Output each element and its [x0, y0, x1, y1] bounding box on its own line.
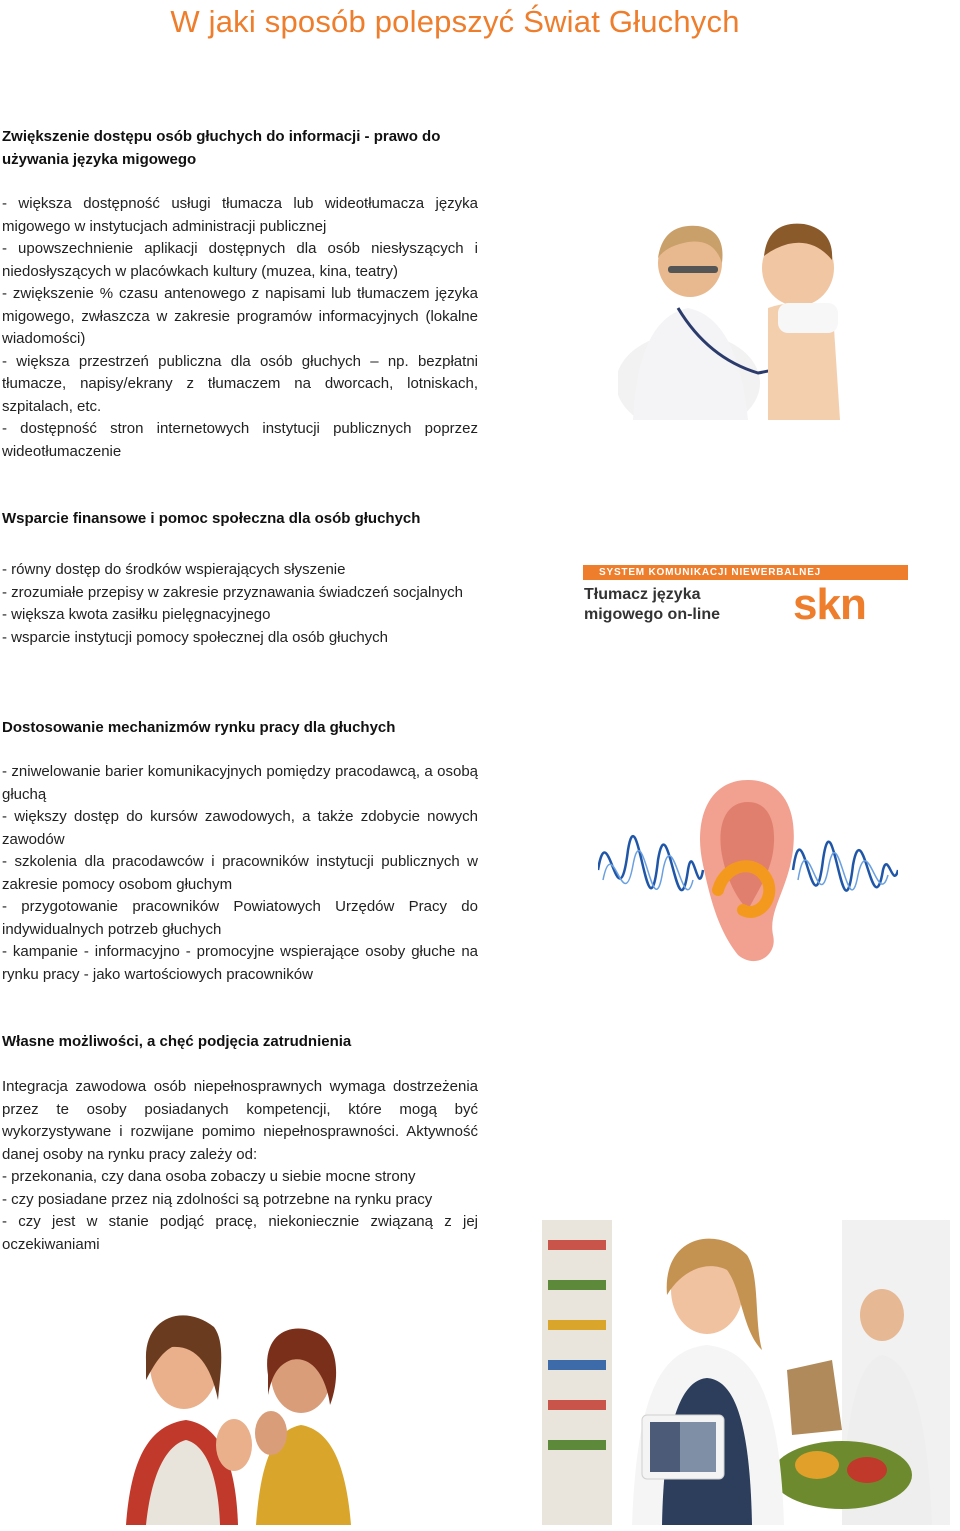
shop-assistant-tablet-photo: [542, 1220, 950, 1525]
list-item: - zniwelowanie barier komunikacyjnych pomiędzy pracodawcą, a osobą głuchą: [2, 763, 478, 803]
section-heading-own-abilities: Własne możliwości, a chęć podjęcia zatrudnienia: [2, 1033, 352, 1050]
section-heading-labor-market: Dostosowanie mechanizmów rynku pracy dla głuchych: [2, 719, 396, 736]
list-item: - zrozumiałe przepisy w zakresie przyznawania świadczeń socjalnych: [2, 583, 464, 601]
list-item: - zwiększenie % czasu antenowego z napisami lub tłumaczem języka migowego, zwłaszcza w zakresie programów informacyjnych (lokalne wiadomości): [2, 285, 478, 347]
section-body-financial-support: [2, 559, 478, 649]
list-item: - większa przestrzeń publiczna dla osób głuchych – np. bezpłatni tłumacze, napisy/ekrany z tłumaczem na dworcach, lotniskach, szpitalach, etc.: [2, 352, 478, 415]
list-item: - szkolenia dla pracodawców i pracowników instytucji publicznych w zakresie pomocy osobom głuchym: [2, 853, 478, 893]
section-body-own-abilities: [2, 1076, 478, 1256]
paragraph: Integracja zawodowa osób niepełnosprawnych wymaga dostrzeżenia przez te osoby posiadanych kompetencji, które mogą być wykorzystywane i rozwijane pomimo niepełnosprawności. Aktywność danej osoby na rynku pracy zależy od:: [2, 1078, 478, 1163]
section-heading-financial-support: Wsparcie finansowe i pomoc społeczna dla osób głuchych: [2, 510, 421, 527]
skn-service-name: Tłumacz języka migowego on-line: [584, 586, 720, 623]
skn-logo: skn: [793, 580, 866, 629]
ear-sound-waves-image: [598, 770, 898, 970]
list-item: - czy jest w stanie podjąć pracę, niekoniecznie związaną z jej oczekiwaniami: [2, 1213, 478, 1253]
list-item: - dostępność stron internetowych instytucji publicznych poprzez wideotłumaczenie: [2, 420, 478, 460]
skn-banner: SYSTEM KOMUNIKACJI NIEWERBALNEJ: [583, 565, 908, 580]
page-title: W jaki sposób polepszyć Świat Głuchych: [170, 4, 740, 39]
section-body-information-access: [2, 193, 478, 463]
list-item: - równy dostęp do środków wspierających słyszenie: [2, 561, 346, 578]
list-item: - kampanie - informacyjno - promocyjne wspierające osoby głuche na rynku pracy - jako wartościowych pracowników: [2, 943, 478, 983]
list-item: - większa dostępność usługi tłumacza lub wideotłumacza języka migowego w instytucjach administracji publicznej: [2, 195, 478, 235]
list-item: - przygotowanie pracowników Powiatowych Urzędów Pracy do indywidualnych potrzeb głuchych: [2, 898, 478, 938]
section-body-labor-market: [2, 761, 478, 986]
doctor-examining-child-photo: [618, 208, 868, 420]
section-heading-information-access: Zwiększenie dostępu osób głuchych do informacji - prawo do używania języka migowego: [2, 128, 441, 168]
list-item: - wsparcie instytucji pomocy społecznej dla osób głuchych: [2, 628, 389, 646]
sign-language-conversation-photo: [106, 1305, 366, 1525]
list-item: - czy posiadane przez nią zdolności są potrzebne na rynku pracy: [2, 1190, 433, 1208]
list-item: - większa kwota zasiłku pielęgnacyjnego: [2, 606, 271, 623]
list-item: - większy dostęp do kursów zawodowych, a także zdobycie nowych zawodów: [2, 808, 478, 848]
list-item: - upowszechnienie aplikacji dostępnych dla osób niesłyszących i niedosłyszących w placówkach kultury (muzea, kina, teatry): [2, 240, 478, 280]
list-item: - przekonania, czy dana osoba zobaczy u siebie mocne strony: [2, 1168, 416, 1185]
